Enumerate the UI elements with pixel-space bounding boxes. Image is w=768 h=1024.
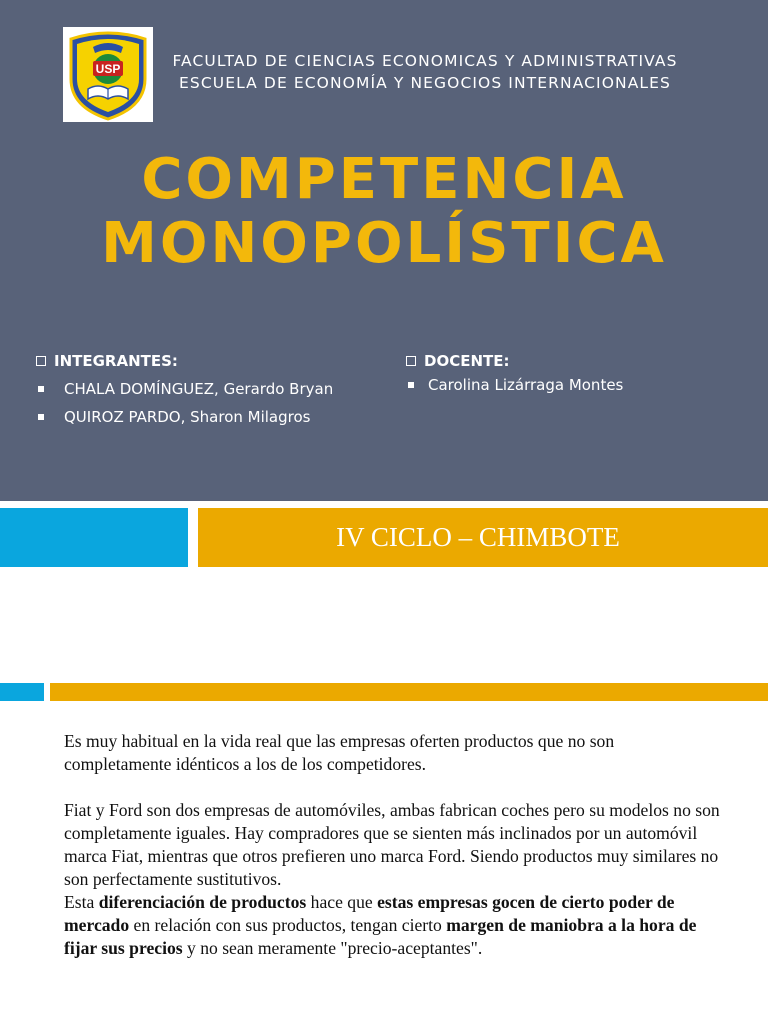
slide2-accent-gold [50,683,768,701]
teacher-heading-label: DOCENTE: [424,352,510,370]
text-run: y no sean meramente "precio-aceptantes". [182,938,483,958]
bold-term: margen de maniobra a la hora de fijar sus precios [64,915,697,958]
square-bullet-icon [38,386,44,392]
square-bullet-icon [38,414,44,420]
teacher-name: Carolina Lizárraga Montes [428,376,624,394]
paragraph-example: Fiat y Ford son dos empresas de automóviles, ambas fabrican coches pero su modelos no son completamente iguales. Hay compradores que se sienten más inclinados por un automóvil marca Fiat, mientras que otros prefieren uno marca Ford. Siendo productos muy similares no son perfectamente sustitutivos. [64,800,720,889]
text-run: en relación con sus productos, tengan cierto [129,915,447,935]
teacher-heading [406,350,746,372]
members-section [36,350,396,428]
title-line-1: COMPETENCIA [141,147,627,212]
members-heading-label: INTEGRANTES: [54,352,178,370]
text-run: hace que [306,892,378,912]
teacher-section [406,350,746,396]
title-line-2: MONOPOLÍSTICA [101,211,667,276]
slide2-accent-blue [0,683,44,701]
university-logo [63,27,153,122]
member-item [36,378,396,400]
text-run: Esta [64,892,99,912]
member-name: QUIROZ PARDO, Sharon Milagros [64,408,311,426]
faculty-name: FACULTAD DE CIENCIAS ECONOMICAS Y ADMINISTRATIVAS [172,52,678,70]
member-name: CHALA DOMÍNGUEZ, Gerardo Bryan [64,380,334,398]
teacher-item [406,374,746,396]
title-slide [0,0,768,501]
checkbox-bullet-icon [36,356,46,366]
faculty-header [160,50,690,94]
shield-emblem-icon [63,27,153,122]
member-item [36,406,396,428]
paragraph-intro: Es muy habitual en la vida real que las empresas oferten productos que no son completamente idénticos a los de los competidores. [64,731,615,774]
checkbox-bullet-icon [406,356,416,366]
school-name: ESCUELA DE ECONOMÍA Y NEGOCIOS INTERNACIONALES [179,74,671,92]
paragraph-differentiation [64,891,724,960]
slide2-content [64,730,724,960]
square-bullet-icon [408,382,414,388]
logo-text: USP [95,62,121,76]
members-heading [36,350,396,372]
cycle-location-label: IV CICLO – CHIMBOTE [336,522,620,552]
bold-term: diferenciación de productos [98,892,307,912]
page-title [0,148,768,276]
accent-band-blue [0,508,188,567]
bold-term: estas empresas gocen de cierto poder de mercado [64,892,675,935]
